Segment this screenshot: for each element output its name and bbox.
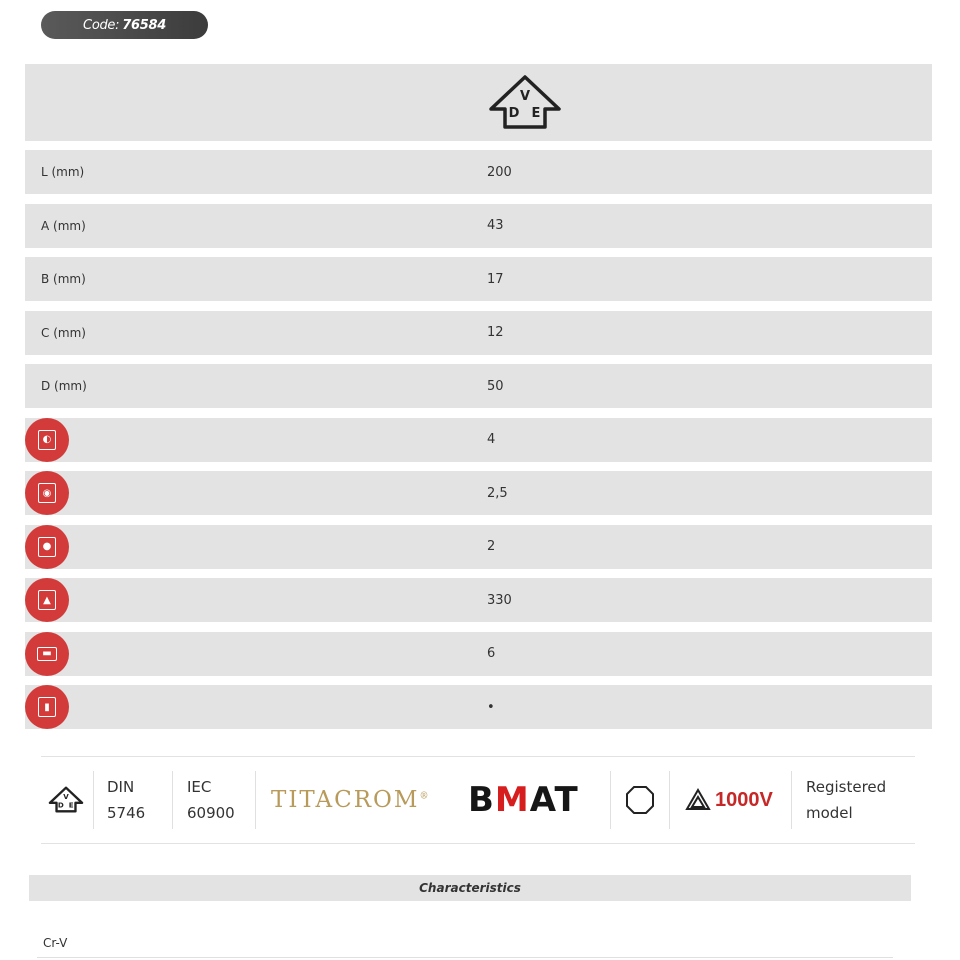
vde-letter-d: D	[508, 106, 520, 121]
spec-value: •	[487, 699, 495, 715]
din-standard	[107, 771, 145, 829]
spec-row-hard-wire	[25, 418, 932, 462]
spec-value: 330	[487, 592, 512, 608]
registered-model	[806, 771, 886, 829]
bmat-at: AT	[529, 780, 579, 820]
spec-row-medium-wire	[25, 471, 932, 515]
titacrom-text: TITACROM	[271, 787, 420, 813]
certification-strip	[41, 756, 915, 844]
weight-icon: ▲	[25, 578, 69, 622]
registered-line2: model	[806, 804, 853, 822]
spec-value: 43	[487, 218, 504, 233]
spec-value: 4	[487, 432, 496, 447]
hard-wire-cut-icon: ◐	[25, 418, 69, 462]
spec-row-piano-wire	[25, 525, 932, 569]
iec-number: 60900	[187, 804, 235, 822]
svg-text:D: D	[57, 800, 64, 810]
spec-row-a	[25, 204, 932, 248]
insulation-1000v	[685, 771, 773, 829]
spec-value: 17	[487, 271, 504, 287]
blister-pack-icon: ▮	[25, 685, 69, 729]
iec-label: IEC	[187, 778, 212, 796]
vde-small-logo-cell	[41, 771, 91, 829]
piano-wire-cut-icon: ●	[25, 525, 69, 569]
titacrom-registered-mark: ®	[419, 791, 431, 802]
voltage-rating: 1000V	[715, 788, 773, 811]
spec-value: 2,5	[487, 485, 508, 501]
product-code-badge	[41, 11, 208, 39]
spec-row-d	[25, 364, 932, 408]
spec-row-weight	[25, 578, 932, 622]
vde-small-icon	[48, 785, 84, 815]
spec-value: 50	[487, 378, 504, 394]
din-label: DIN	[107, 778, 135, 796]
titacrom-logo	[271, 771, 430, 829]
spec-row-l	[25, 150, 932, 194]
bmat-m: M	[494, 780, 530, 820]
spec-label: A (mm)	[41, 218, 86, 233]
iec-standard	[187, 771, 235, 829]
spec-row-c	[25, 311, 932, 355]
spec-value: 2	[487, 539, 496, 554]
vde-letter-v: V	[519, 89, 531, 104]
divider	[37, 957, 893, 958]
insulation-triangle-icon	[685, 788, 711, 812]
code-value: 76584	[122, 17, 166, 33]
din-number: 5746	[107, 804, 146, 822]
registered-line1: Registered	[806, 778, 887, 796]
characteristics-header	[29, 875, 911, 901]
spec-value: 12	[487, 325, 504, 340]
medium-wire-cut-icon: ◉	[25, 471, 69, 515]
vde-letter-e: E	[531, 106, 541, 121]
svg-text:E: E	[68, 800, 74, 810]
characteristics-value: Cr-V	[43, 936, 68, 950]
bmat-b: B	[468, 780, 495, 820]
spec-value: 200	[487, 164, 512, 180]
characteristics-title: Characteristics	[419, 881, 521, 895]
octagon-icon	[624, 771, 656, 829]
svg-text:V: V	[63, 792, 69, 802]
spec-row-blister	[25, 685, 932, 729]
spec-table	[25, 64, 932, 739]
vde-logo-row	[25, 64, 932, 141]
spec-label: L (mm)	[41, 165, 85, 179]
spec-label: B (mm)	[41, 272, 86, 286]
spec-row-b	[25, 257, 932, 301]
spec-label: D (mm)	[41, 379, 87, 393]
spec-row-packaging	[25, 632, 932, 676]
bmat-logo	[468, 771, 579, 829]
spec-label: C (mm)	[41, 325, 86, 340]
packaging-unit-icon: ▬	[25, 632, 69, 676]
code-label: Code:	[83, 17, 120, 33]
spec-value: 6	[487, 646, 496, 661]
vde-logo-icon	[487, 73, 563, 133]
